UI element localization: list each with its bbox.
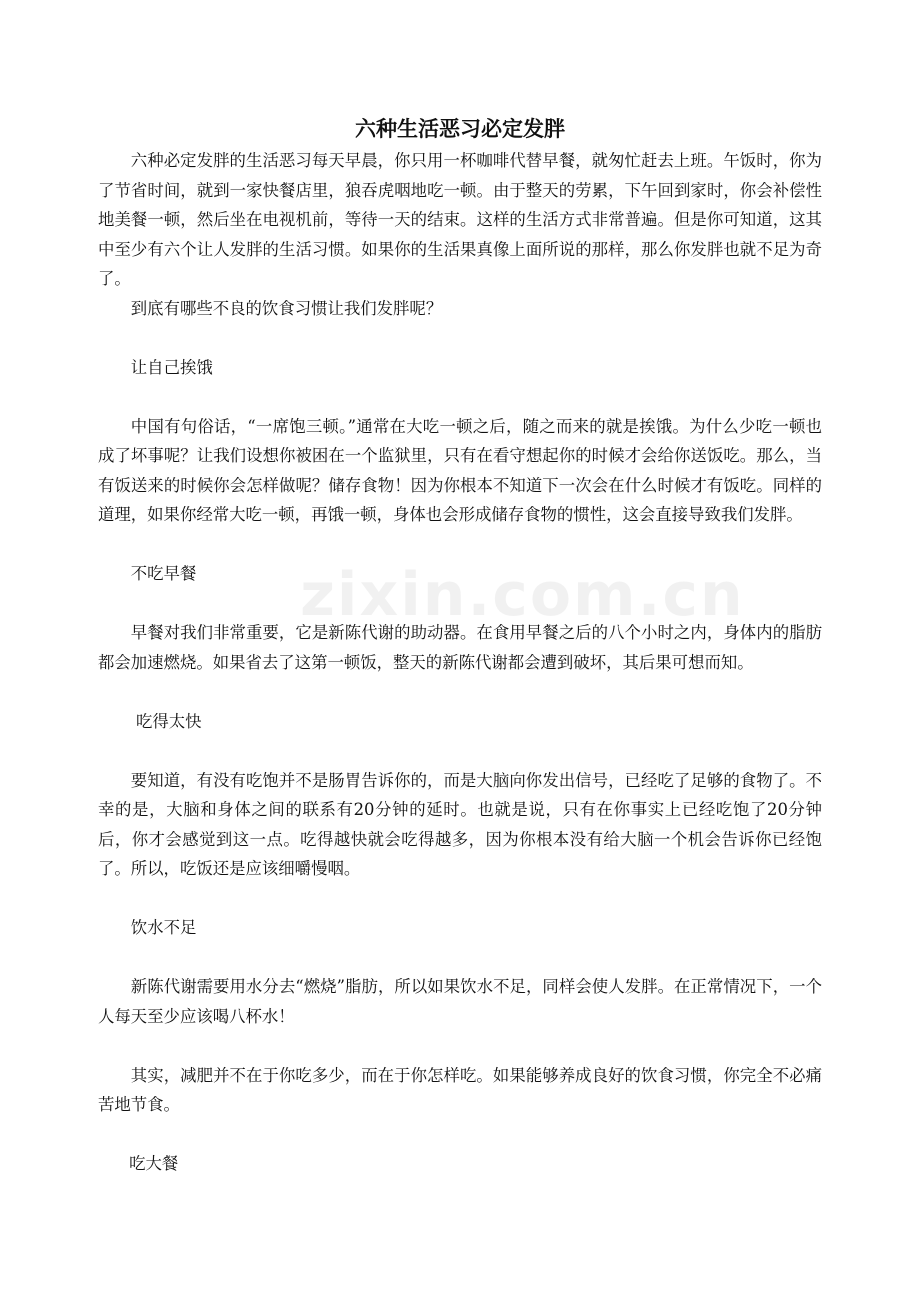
section-body-2: 早餐对我们非常重要，它是新陈代谢的助动器。在食用早餐之后的八个小时之内，身体内的脂肪都会加速燃烧。如果省去了这第一顿饭，整天的新陈代谢都会遭到破坏，其后果可想而知。 [98,623,822,672]
spacer [98,943,822,973]
section-heading-4: 饮水不足 [130,918,197,937]
intro-paragraph-2: 到底有哪些不良的饮食习惯让我们发胖呢？ [130,298,443,318]
section-heading-3: 吃得太快 [130,711,202,731]
section-body-3: 要知道，有没有吃饱并不是肠胃告诉你的，而是大脑向你发出信号，已经吃了足够的食物了。不幸的是，大脑和身体之间的联系有20分钟的延时。也就是说，只有在你事实上已经吃饱了20分钟后，你才会感觉到这一点。吃得越快就会吃得越多，因为你根本没有给大脑一个机会告诉你已经饱了。所以，吃饭还是应该细嚼慢咽。 [98,770,822,878]
spacer [98,323,822,353]
spacer [98,677,822,707]
section-heading-1: 让自己挨饿 [130,357,213,377]
section-heading-5: 吃大餐 [129,1154,179,1173]
spacer [98,1031,822,1061]
spacer [98,736,822,766]
document-title: 六种生活恶习必定发胖 [355,116,565,141]
spacer [98,382,822,412]
document-page [98,112,822,1179]
intro-paragraph-1: 六种必定发胖的生活恶习每天早晨，你只用一杯咖啡代替早餐，就匆忙赶去上班。午饭时，你为了节省时间，就到一家快餐店里，狼吞虎咽地吃一顿。由于整天的劳累，下午回到家时，你会补偿性地美餐一顿，然后坐在电视机前，等待一天的结束。这样的生活方式非常普遍。但是你可知道，这其中至少有六个让人发胖的生活习惯。如果你的生活果真像上面所说的那样，那么你发胖也就不足为奇了。 [98,151,822,288]
spacer [98,589,822,619]
section-body-1: 中国有句俗话，“一席饱三顿。”通常在大吃一顿之后，随之而来的就是挨饿。为什么少吃一顿也成了坏事呢？让我们设想你被困在一个监狱里，只有在看守想起你的时候才会给你送饭吃。那么，当有饭送来的时候你会怎样做呢？储存食物！因为你根本不知道下一次会在什么时候才有饭吃。同样的道理，如果你经常大吃一顿，再饿一顿，身体也会形成储存食物的惯性，这会直接导致我们发胖。 [98,416,822,524]
watermark: zixin.com.cn [300,560,745,630]
section-body-4: 新陈代谢需要用水分去“燃烧”脂肪，所以如果饮水不足，同样会使人发胖。在正常情况下，一个人每天至少应该喝八杯水！ [98,977,822,1026]
spacer [98,884,822,914]
section-heading-2: 不吃早餐 [130,564,197,583]
spacer [98,1120,822,1150]
closing-paragraph: 其实，减肥并不在于你吃多少，而在于你怎样吃。如果能够养成良好的饮食习惯，你完全不必痛苦地节食。 [98,1065,822,1114]
spacer [98,530,822,560]
